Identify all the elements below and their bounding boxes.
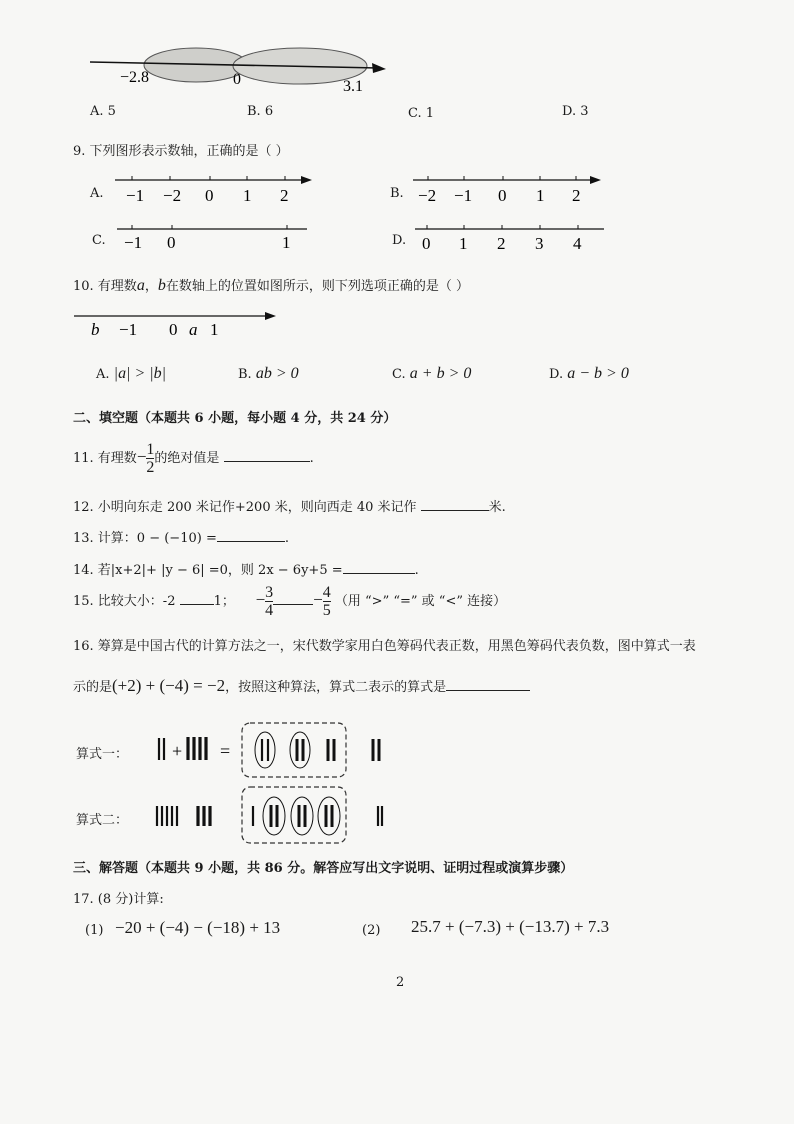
- q9-a-letter: A.: [90, 186, 104, 201]
- q8-label-neg: −2.8: [120, 69, 150, 86]
- q8-option-c: C. 1: [408, 106, 435, 121]
- q9-a-label: −2: [163, 186, 182, 205]
- q9-b-label: 2: [572, 186, 581, 205]
- formula-1-counting-rods: [150, 720, 400, 780]
- q9-a-label: 2: [280, 186, 289, 205]
- q13: 13. 计算：0 − (−10) = .: [73, 531, 289, 546]
- q9-d-label: 3: [535, 234, 544, 253]
- q9-a-label: 0: [205, 186, 214, 205]
- q10-option-d: D. a − b > 0: [549, 365, 629, 382]
- q9-d-letter: D.: [392, 233, 407, 248]
- q15-blank-2[interactable]: [273, 592, 313, 605]
- q9-d-number-line: [412, 222, 612, 254]
- q10-number-line: [72, 308, 282, 340]
- q11-answer-blank[interactable]: [224, 449, 310, 462]
- q10-label-a: a: [189, 320, 198, 339]
- q9-d-label: 2: [497, 234, 506, 253]
- q10-label-b: b: [91, 320, 100, 339]
- q17-part-2-label: (2): [362, 923, 381, 938]
- svg-text:+: +: [172, 741, 183, 761]
- q9-c-label: 1: [282, 233, 291, 252]
- q9-b-label: −2: [418, 186, 437, 205]
- q9-b-number-line: [408, 170, 608, 206]
- q10-stem: 10. 有理数a，b在数轴上的位置如图所示，则下列选项正确的是（ ）: [73, 277, 469, 294]
- q17-part-2-expr: 25.7 + (−7.3) + (−13.7) + 7.3: [411, 917, 610, 936]
- q8-label-pos: 3.1: [343, 78, 363, 95]
- q9-a-number-line: [110, 170, 320, 206]
- q16-answer-blank[interactable]: [446, 678, 530, 691]
- q17-part-1-expr: −20 + (−4) − (−18) + 13: [115, 918, 281, 937]
- q15-blank-1[interactable]: [180, 592, 214, 605]
- q8-option-d: D. 3: [562, 104, 589, 119]
- q10-label: 0: [169, 320, 178, 339]
- q9-b-letter: B.: [390, 186, 404, 201]
- q9-c-label: −1: [124, 233, 143, 252]
- q9-c-letter: C.: [92, 233, 106, 248]
- q16-line-1: 16. 筹算是中国古代的计算方法之一，宋代数学家用白色筹码代表正数，用黑色筹码代表负数，图中算式一表: [73, 639, 696, 654]
- q8-label-zero: 0: [233, 71, 241, 88]
- q14: 14. 若|x+2|+ |y − 6| =0，则 2x − 6y+5 = .: [73, 563, 419, 578]
- q9-b-label: −1: [454, 186, 473, 205]
- q8-option-b: B. 6: [247, 104, 274, 119]
- q12-answer-blank[interactable]: [421, 498, 489, 511]
- q9-d-label: 4: [573, 234, 582, 253]
- q9-stem: 9. 下列图形表示数轴，正确的是（ ）: [73, 144, 289, 159]
- q13-answer-blank[interactable]: [217, 529, 285, 542]
- q10-label: 1: [210, 320, 219, 339]
- q17-stem: 17. (8 分)计算:: [73, 892, 164, 907]
- q9-a-label: −1: [126, 186, 145, 205]
- formula-1-label: 算式一：: [76, 747, 129, 762]
- q8-option-a: A. 5: [90, 104, 116, 119]
- q10-option-b: B. ab > 0: [238, 365, 299, 382]
- q16-line-2: 示的是(+2) + (−4) = −2，按照这种算法，算式二表示的算式是: [73, 676, 530, 696]
- formula-2-counting-rods: [150, 784, 400, 846]
- q9-c-label: 0: [167, 233, 176, 252]
- q9-b-label: 0: [498, 186, 507, 205]
- q17-part-1-label: (1): [85, 923, 104, 938]
- section-2-title: 二、填空题（本题共 6 小题，每小题 4 分，共 24 分）: [73, 411, 397, 426]
- q15: 15. 比较大小：-2 1； − $\frac{3}{4}$ − $\frac{4}{5}$ （用 “>” “=” 或 “<” 连接）: [73, 584, 507, 619]
- q11: 11. 有理数− $\frac{1}{2}$ 的绝对值是 .: [73, 441, 314, 476]
- q10-option-c: C. a + b > 0: [392, 365, 472, 382]
- q9-d-label: 1: [459, 234, 468, 253]
- q12: 12. 小明向东走 200 米记作+200 米，则向西走 40 米记作 米.: [73, 500, 506, 515]
- q9-b-label: 1: [536, 186, 545, 205]
- q9-a-label: 1: [243, 186, 252, 205]
- q14-answer-blank[interactable]: [343, 561, 415, 574]
- page-number: 2: [396, 975, 405, 990]
- section-3-title: 三、解答题（本题共 9 小题，共 86 分。解答应写出文字说明、证明过程或演算步骤）: [73, 861, 574, 876]
- formula-2-label: 算式二：: [76, 813, 129, 828]
- q9-d-label: 0: [422, 234, 431, 253]
- svg-text:=: =: [220, 741, 231, 761]
- q8-number-line: [88, 40, 398, 95]
- q10-label: −1: [119, 320, 138, 339]
- q10-option-a: A. |a| > |b|: [96, 365, 167, 382]
- q9-c-number-line: [112, 222, 312, 254]
